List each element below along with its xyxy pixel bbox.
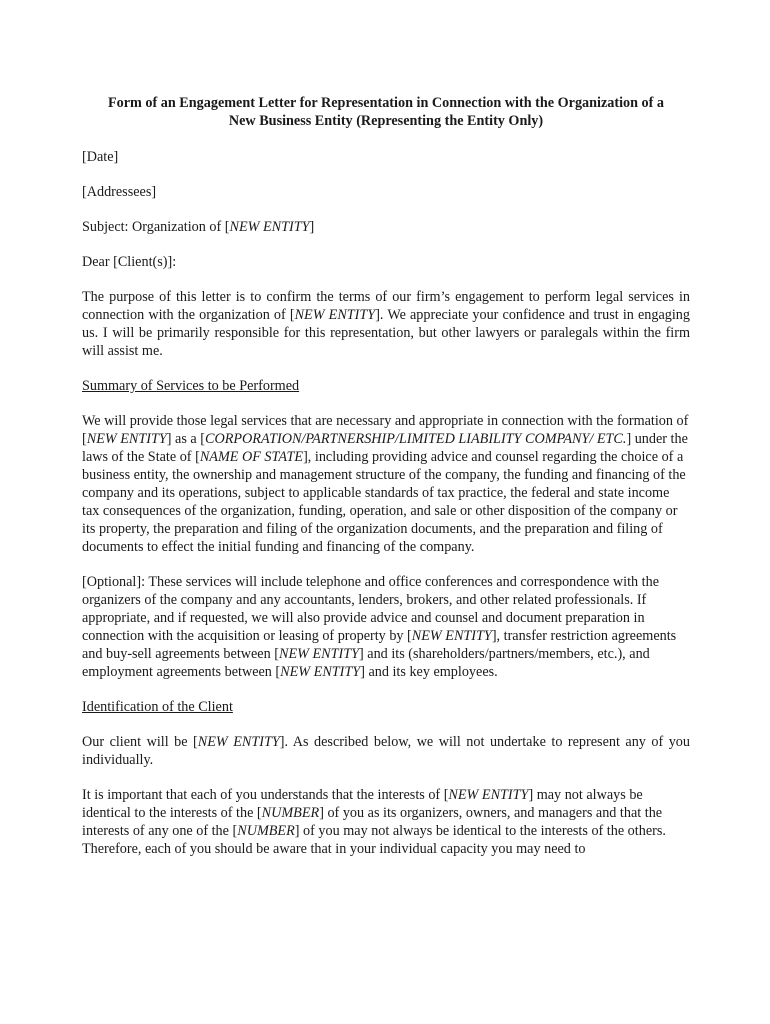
optional-text-2: ], transfer restriction agreements and buy-sell agreements between [: [82, 628, 677, 662]
important-number-2: NUMBER: [237, 823, 295, 839]
important-text-1: It is important that each of you understands that the interests of [: [82, 787, 449, 803]
services-entity-type: CORPORATION/PARTNERSHIP/LIMITED LIABILITY COMPANY/ ETC.: [204, 431, 627, 447]
services-text-2: ] as a [: [166, 431, 205, 447]
services-state: NAME OF STATE: [199, 449, 304, 465]
services-entity: NEW ENTITY: [86, 431, 167, 447]
important-text-4: ] of you may not always be identical to the interests of the others. Therefore, each of you should be aware that in your individual capacity you may need to: [82, 823, 666, 857]
client-paragraph: [82, 733, 690, 769]
date-placeholder: [Date]: [82, 149, 119, 165]
intro-text-2: ]. We appreciate your confidence and trust in engaging us. I will be primarily responsible for this representation, but other lawyers or paralegals within the firm will assist me.: [82, 307, 690, 359]
important-number-1: NUMBER: [261, 805, 320, 821]
heading-services: Summary of Services to be Performed: [82, 378, 300, 394]
optional-entity-1: NEW ENTITY: [411, 628, 492, 644]
services-text-4: ], including providing advice and counsel regarding the choice of a business entity, the ownership and management structure of the company, the funding and financing of the company and its operations, subject to applicable standards of tax practice, the federal and state income tax consequences of the organization, funding, operation, and sale or other disposition of the company or its property, the preparation and filing of the organization documents, and the preparation and filing of documents to effect the initial funding and financing of the company.: [82, 449, 686, 555]
client-entity: NEW ENTITY: [197, 734, 280, 750]
salutation: Dear [Client(s)]:: [82, 254, 177, 270]
intro-text-1: The purpose of this letter is to confirm the terms of our firm’s engagement to perform legal services in connection with the organization of [: [82, 289, 690, 323]
optional-entity-2: NEW ENTITY: [278, 646, 360, 662]
client-text-2: ]. As described below, we will not undertake to represent any of you individually.: [82, 734, 690, 768]
heading-client: Identification of the Client: [82, 699, 233, 715]
subject-entity: NEW ENTITY: [229, 219, 310, 235]
subject-prefix: Subject: Organization of [: [82, 219, 230, 235]
services-text-1: We will provide those legal services that are necessary and appropriate in connection with the formation of [: [82, 413, 689, 447]
important-text-2: ] may not always be identical to the interests of the [: [82, 787, 643, 821]
important-entity: NEW ENTITY: [448, 787, 529, 803]
title-line-2: New Business Entity (Representing the Entity Only): [228, 113, 544, 129]
title-line-1: Form of an Engagement Letter for Representation in Connection with the Organization of a: [107, 95, 665, 111]
important-paragraph: [82, 786, 690, 858]
optional-paragraph: [82, 573, 690, 681]
intro-paragraph: [82, 288, 690, 360]
document-title: [82, 94, 690, 130]
services-text-3: ] under the laws of the State of [: [82, 431, 688, 465]
optional-text-1: [Optional]: These services will include telephone and office conferences and correspondence with the organizers of the company and any accountants, lenders, brokers, and other related professionals. If appropriate, and if requested, we will also provide advice and counsel and document preparation in connection with the acquisition or leasing of property by [: [82, 574, 659, 644]
client-text-1: Our client will be [: [82, 734, 198, 750]
intro-entity: NEW ENTITY: [294, 307, 376, 323]
optional-text-3: ] and its (shareholders/partners/members, etc.), and employment agreements between [: [82, 646, 650, 680]
document-page: [82, 94, 690, 875]
services-paragraph: [82, 412, 690, 556]
addressees-placeholder: [Addressees]: [82, 184, 157, 200]
subject-line: [82, 218, 690, 236]
subject-suffix: ]: [309, 219, 315, 235]
optional-entity-3: NEW ENTITY: [280, 664, 361, 680]
optional-text-4: ] and its key employees.: [360, 664, 498, 680]
important-text-3: ] of you as its organizers, owners, and managers and that the interests of any one of the [: [82, 805, 663, 839]
